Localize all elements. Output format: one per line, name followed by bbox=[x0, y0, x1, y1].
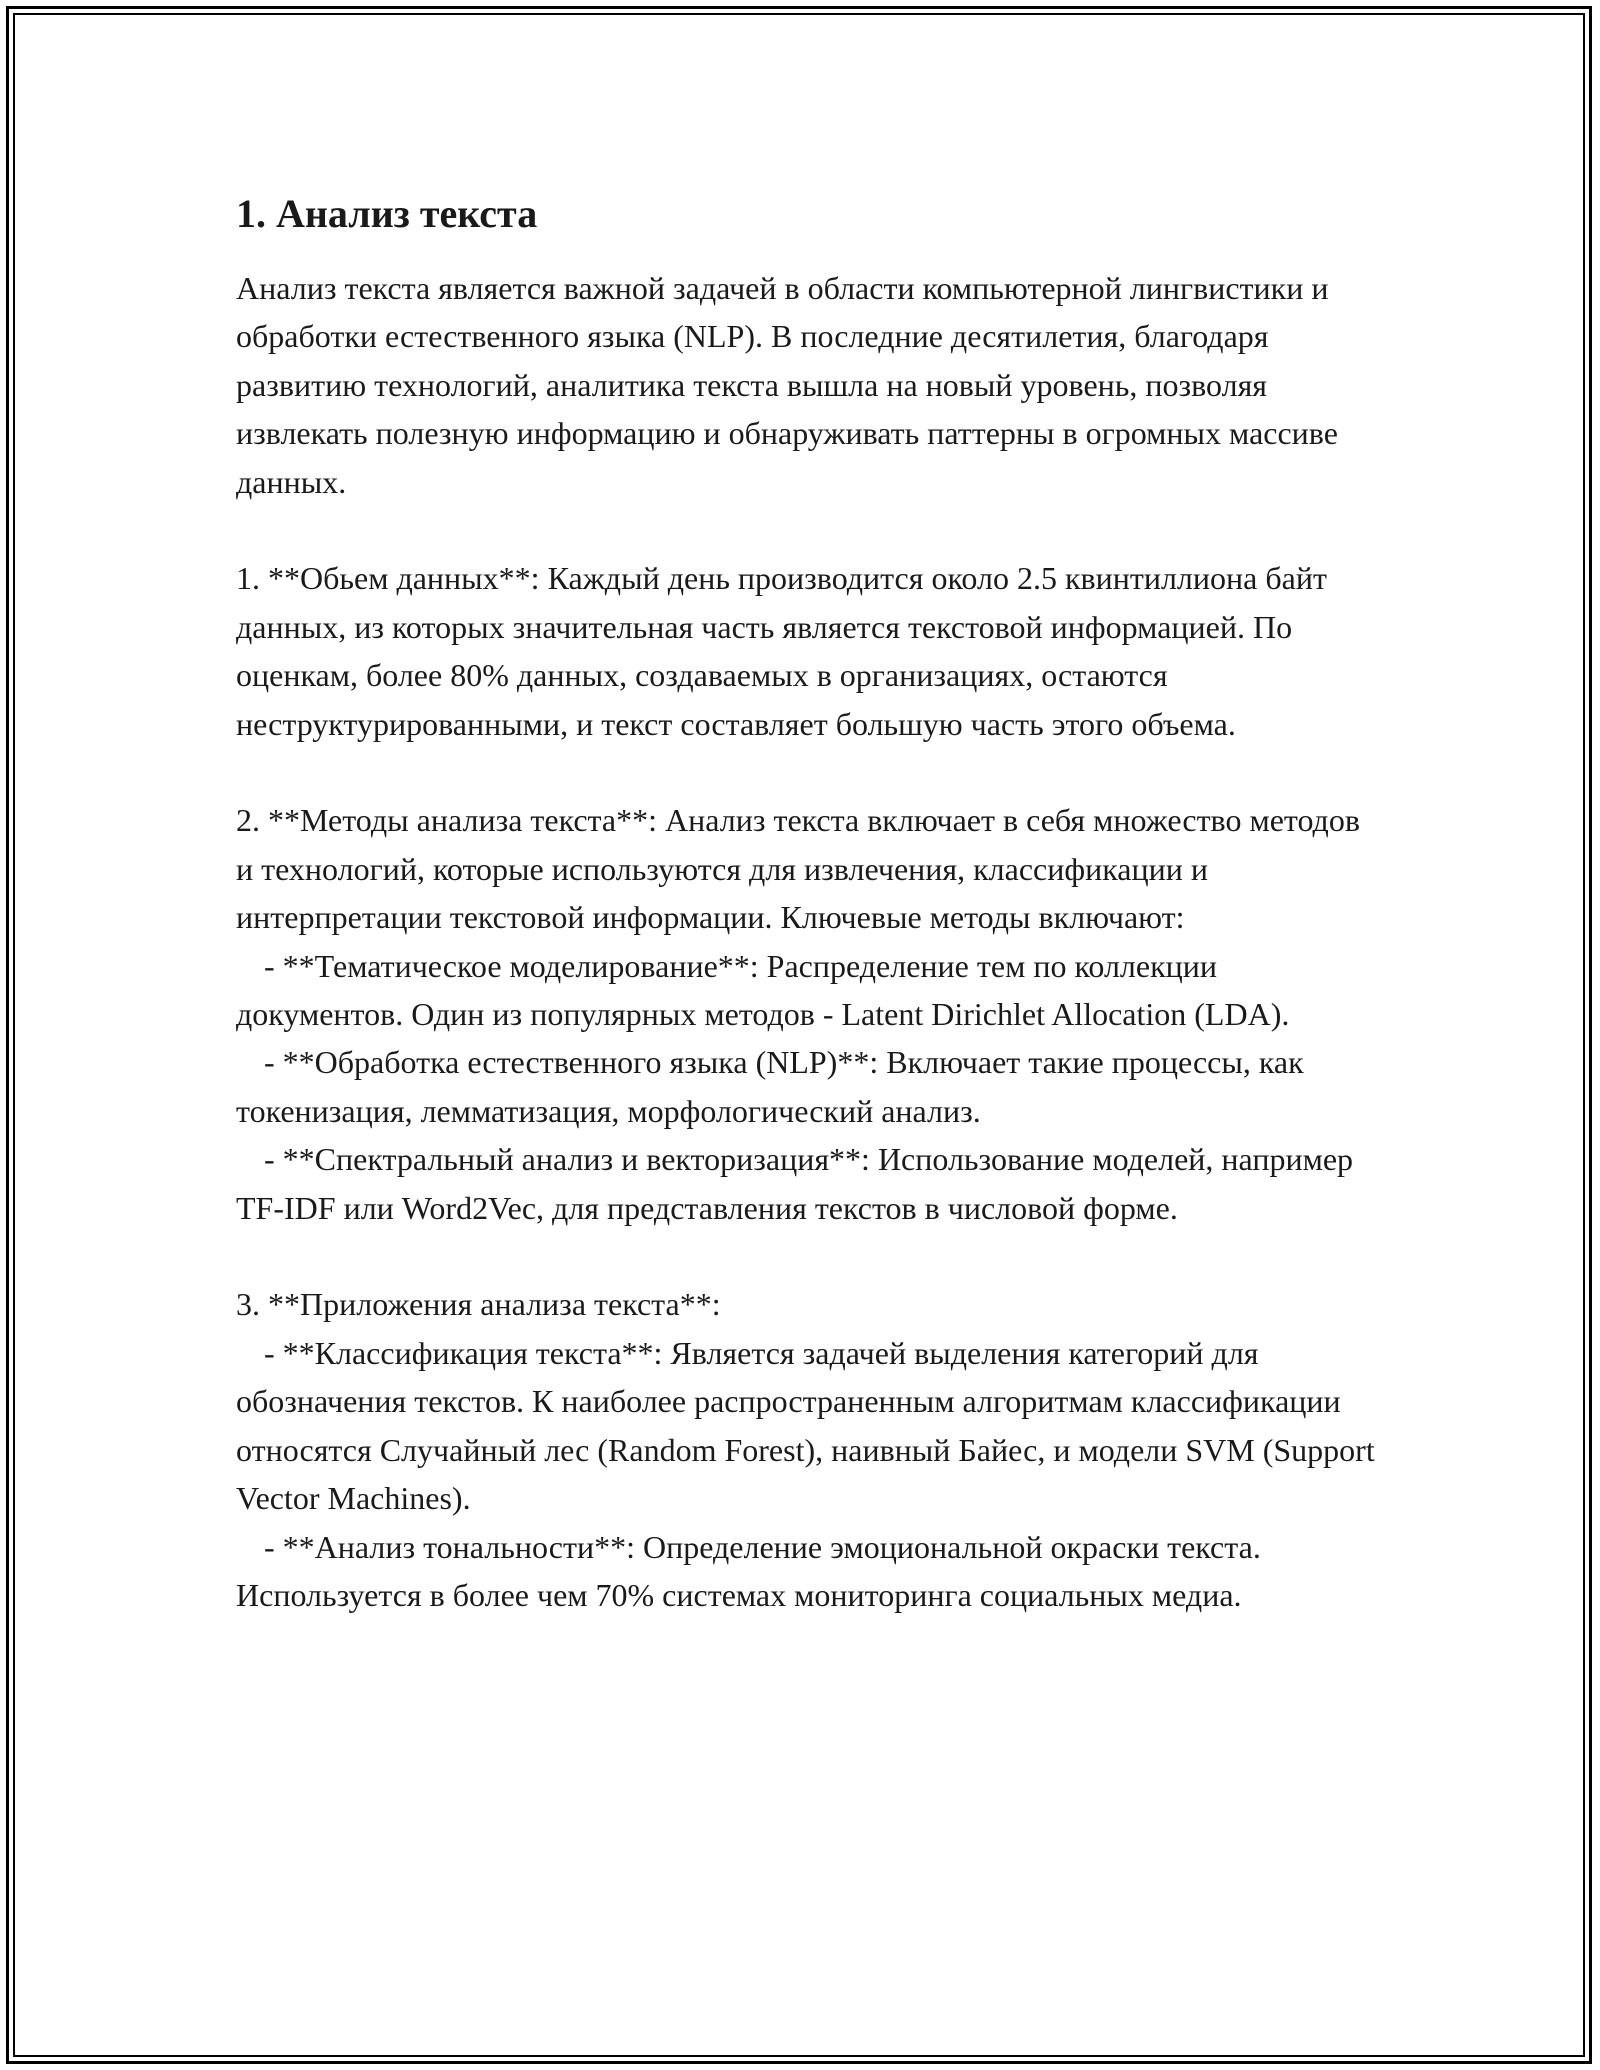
item-data-volume: 1. **Обьем данных**: Каждый день производится около 2.5 квинтиллиона байт данных, из которых значительная часть является текстовой информацией. По оценкам, более 80% данных, создаваемых в организациях, остаются неструктурированными, и текст составляет большую часть этого объема. bbox=[236, 560, 1327, 742]
intro-paragraph: Анализ текста является важной задачей в области компьютерной лингвистики и обработки естественного языка (NLP). В последние десятилетия, благодаря развитию технологий, аналитика текста вышла на новый уровень, позволяя извлекать полезную информацию и обнаруживать паттерны в огромных массиве данных. bbox=[236, 270, 1338, 500]
sub-item-nlp: - **Обработка естественного языка (NLP)**: Включает такие процессы, как токенизация, лемматизация, морфологический анализ. bbox=[236, 1044, 1304, 1129]
sub-item-classification: - **Классификация текста**: Является задачей выделения категорий для обозначения текстов. К наиболее распространенным алгоритмам классификации относятся Случайный лес (Random Forest), наивный Байес, и модели SVM (Support Vector Machines). bbox=[236, 1334, 1375, 1517]
paragraph-gap bbox=[236, 748, 1376, 796]
document-body bbox=[236, 186, 1376, 1619]
item-methods bbox=[236, 796, 1376, 1232]
section-heading: 1. Анализ текста bbox=[236, 191, 538, 236]
item-applications bbox=[236, 1280, 1376, 1619]
item-methods-intro: 2. **Методы анализа текста**: Анализ текста включает в себя множество методов и технологий, которые используются для извлечения, классификации и интерпретации текстовой информации. Ключевые методы включают: bbox=[236, 802, 1360, 936]
sub-item-topic-modeling: - **Тематическое моделирование**: Распределение тем по коллекции документов. Один из популярных методов - Latent Dirichlet Allocation (LDA). bbox=[236, 947, 1290, 1033]
paragraph-gap bbox=[236, 1232, 1376, 1280]
paragraph-gap bbox=[236, 506, 1376, 554]
sub-item-vectorization: - **Спектральный анализ и векторизация**: Использование моделей, например TF-IDF или Word2Vec, для представления текстов в числовой форме. bbox=[236, 1141, 1354, 1226]
sub-item-sentiment: - **Анализ тональности**: Определение эмоциональной окраски текста. Используется в более чем 70% системах мониторинга социальных медиа. bbox=[236, 1528, 1261, 1613]
item-applications-intro: 3. **Приложения анализа текста**: bbox=[236, 1286, 721, 1323]
